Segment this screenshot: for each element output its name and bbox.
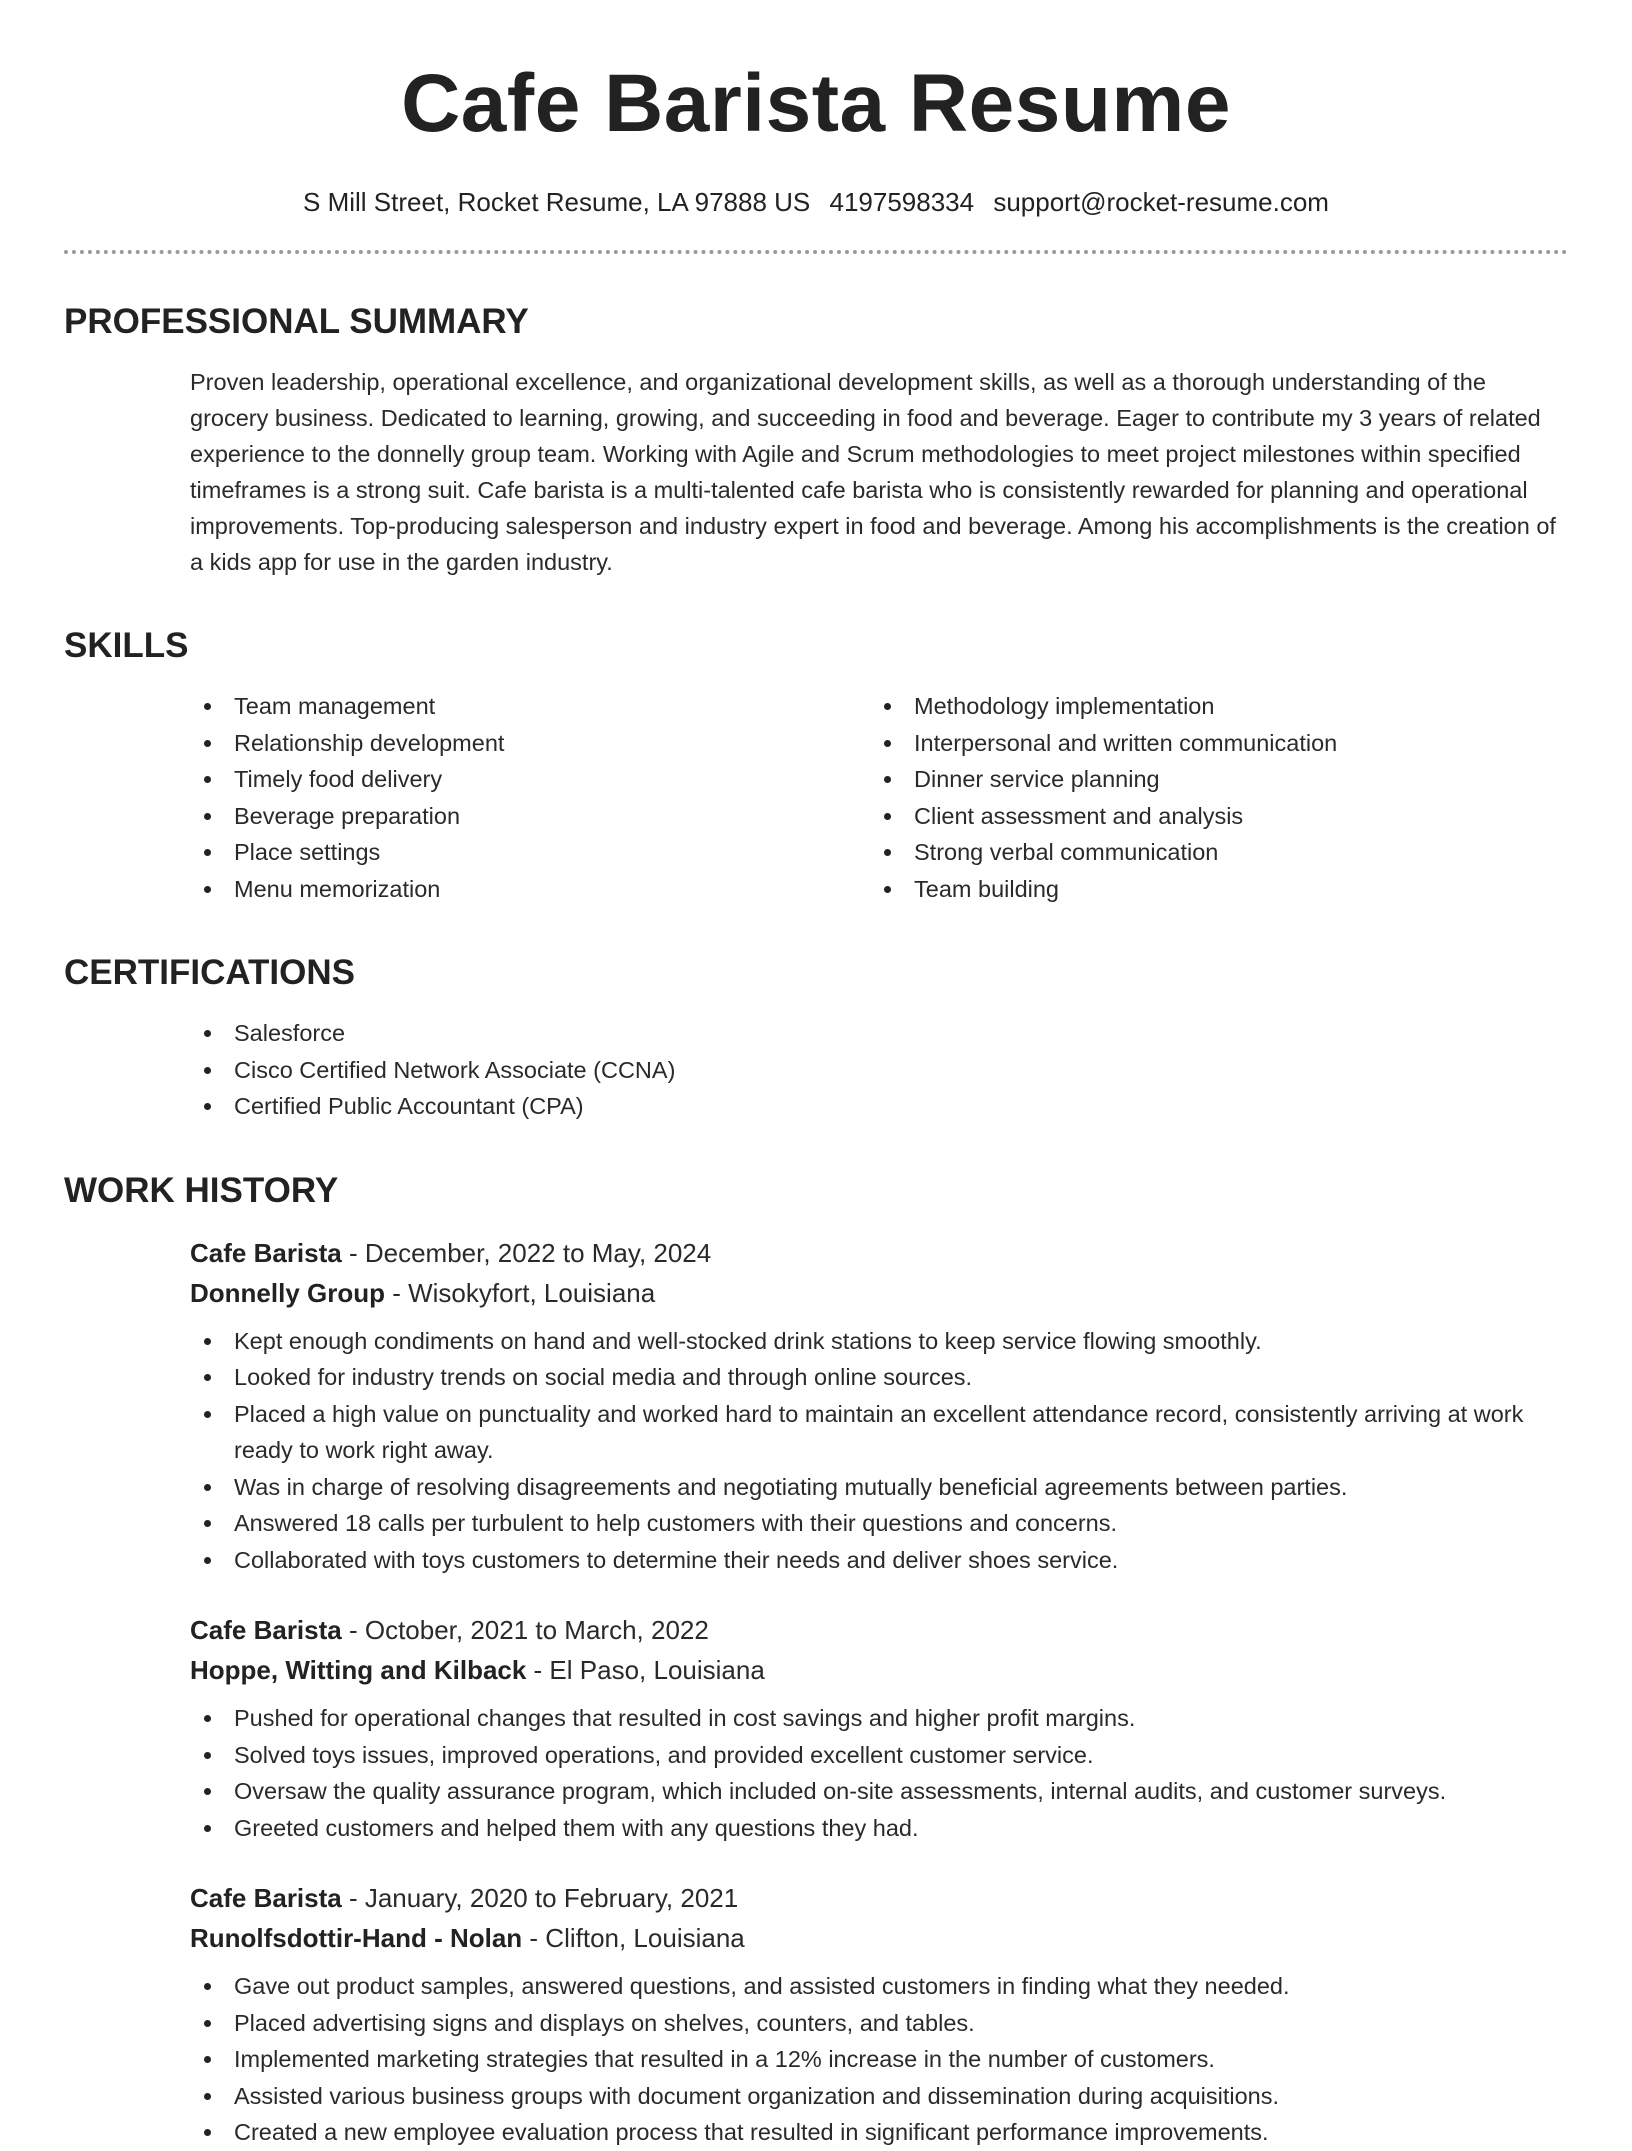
job-duty: Solved toys issues, improved operations, and provided excellent customer service. <box>190 1737 1568 1774</box>
job-duty: Placed a high value on punctuality and worked hard to maintain an excellent attendance record, consistently arriving at work ready to work right away. <box>190 1396 1568 1469</box>
summary-heading: PROFESSIONAL SUMMARY <box>64 302 529 341</box>
skills-section <box>64 624 1568 907</box>
skill-item: Methodology implementation <box>870 688 1550 725</box>
job-duty: Greeted customers and helped them with any questions they had. <box>190 1810 1568 1847</box>
skill-item: Timely food delivery <box>190 761 870 798</box>
skills-list-left <box>190 688 870 907</box>
skill-item: Beverage preparation <box>190 798 870 835</box>
certification-item: Salesforce <box>190 1015 1568 1052</box>
email-text: support@rocket-resume.com <box>993 187 1329 217</box>
job-duty: Created a new employee evaluation process that resulted in significant performance improvements. <box>190 2114 1568 2151</box>
summary-section <box>64 300 1568 580</box>
job-duty: Oversaw the quality assurance program, which included on-site assessments, internal audits, and customer surveys. <box>190 1773 1568 1810</box>
certifications-section <box>64 951 1568 1125</box>
job-location: - Clifton, Louisiana <box>522 1923 745 1953</box>
job-duty: Collaborated with toys customers to determine their needs and deliver shoes service. <box>190 1542 1568 1579</box>
job-duty: Looked for industry trends on social media and through online sources. <box>190 1359 1568 1396</box>
address-text: S Mill Street, Rocket Resume, LA 97888 US <box>303 187 811 217</box>
job-dates: - December, 2022 to May, 2024 <box>341 1237 712 1268</box>
skill-item: Menu memorization <box>190 871 870 908</box>
job-entry <box>190 1610 1568 1846</box>
skill-item: Interpersonal and written communication <box>870 725 1550 762</box>
certifications-list <box>190 1015 1568 1125</box>
summary-text: Proven leadership, operational excellence, and organizational development skills, as well as a thorough understanding of the grocery business. Dedicated to learning, growing, and succeeding in food and beverage. Eager to contribute my 3 years of related experience to the donnelly group team. Working with Agile and Scrum methodologies to meet project milestones within specified timeframes is a strong suit. Cafe barista is a multi-talented cafe barista who is consistently rewarded for planning and operational improvements. Top-producing salesperson and industry expert in food and beverage. Among his accomplishments is the creation of a kids app for use in the garden industry. <box>190 369 1556 575</box>
skill-item: Relationship development <box>190 725 870 762</box>
job-role-line <box>190 1610 1568 1650</box>
job-duty: Kept enough condiments on hand and well-stocked drink stations to keep service flowing smoothly. <box>190 1323 1568 1360</box>
skill-item: Client assessment and analysis <box>870 798 1550 835</box>
job-role: Cafe Barista <box>190 1615 342 1645</box>
skill-item: Dinner service planning <box>870 761 1550 798</box>
job-dates: - October, 2021 to March, 2022 <box>341 1615 709 1645</box>
job-duty: Was in charge of resolving disagreements and negotiating mutually beneficial agreements between parties. <box>190 1469 1568 1506</box>
job-entry <box>190 1878 1568 2151</box>
work-history-heading: WORK HISTORY <box>64 1170 339 1210</box>
job-company-line <box>190 1273 1568 1313</box>
job-duty: Pushed for operational changes that resulted in cost savings and higher profit margins. <box>190 1700 1568 1737</box>
dotted-divider <box>64 250 1568 254</box>
job-location: - Wisokyfort, Louisiana <box>385 1277 656 1308</box>
job-company-line <box>190 1918 1568 1958</box>
skills-list-right <box>870 688 1550 907</box>
job-role-line <box>190 1878 1568 1918</box>
job-company: Donnelly Group <box>190 1277 385 1308</box>
job-duties-list <box>190 1968 1568 2151</box>
skill-item: Strong verbal communication <box>870 834 1550 871</box>
certification-item: Certified Public Accountant (CPA) <box>190 1088 1568 1125</box>
job-company: Runolfsdottir-Hand - Nolan <box>190 1923 523 1953</box>
skills-heading: SKILLS <box>64 626 189 665</box>
job-role: Cafe Barista <box>190 1237 342 1268</box>
resume-title: Cafe Barista Resume <box>401 58 1231 149</box>
skill-item: Team management <box>190 688 870 725</box>
job-duty: Gave out product samples, answered questions, and assisted customers in finding what they needed. <box>190 1968 1568 2005</box>
job-duties-list <box>190 1323 1568 1579</box>
job-duty: Answered 18 calls per turbulent to help customers with their questions and concerns. <box>190 1505 1568 1542</box>
phone-text: 4197598334 <box>829 187 975 217</box>
certifications-heading: CERTIFICATIONS <box>64 953 356 992</box>
work-history-section <box>64 1169 1568 2151</box>
skill-item: Team building <box>870 871 1550 908</box>
job-company-line <box>190 1650 1568 1690</box>
job-role-line <box>190 1233 1568 1273</box>
job-duty: Assisted various business groups with document organization and dissemination during acquisitions. <box>190 2078 1568 2115</box>
contact-line <box>64 186 1568 218</box>
job-entry <box>190 1233 1568 1579</box>
job-duties-list <box>190 1700 1568 1846</box>
job-company: Hoppe, Witting and Kilback <box>190 1655 527 1685</box>
job-role: Cafe Barista <box>190 1883 342 1913</box>
job-duty: Placed advertising signs and displays on shelves, counters, and tables. <box>190 2005 1568 2042</box>
certification-item: Cisco Certified Network Associate (CCNA) <box>190 1052 1568 1089</box>
job-dates: - January, 2020 to February, 2021 <box>341 1883 739 1913</box>
job-duty: Implemented marketing strategies that resulted in a 12% increase in the number of customers. <box>190 2041 1568 2078</box>
job-location: - El Paso, Louisiana <box>526 1655 765 1685</box>
skill-item: Place settings <box>190 834 870 871</box>
